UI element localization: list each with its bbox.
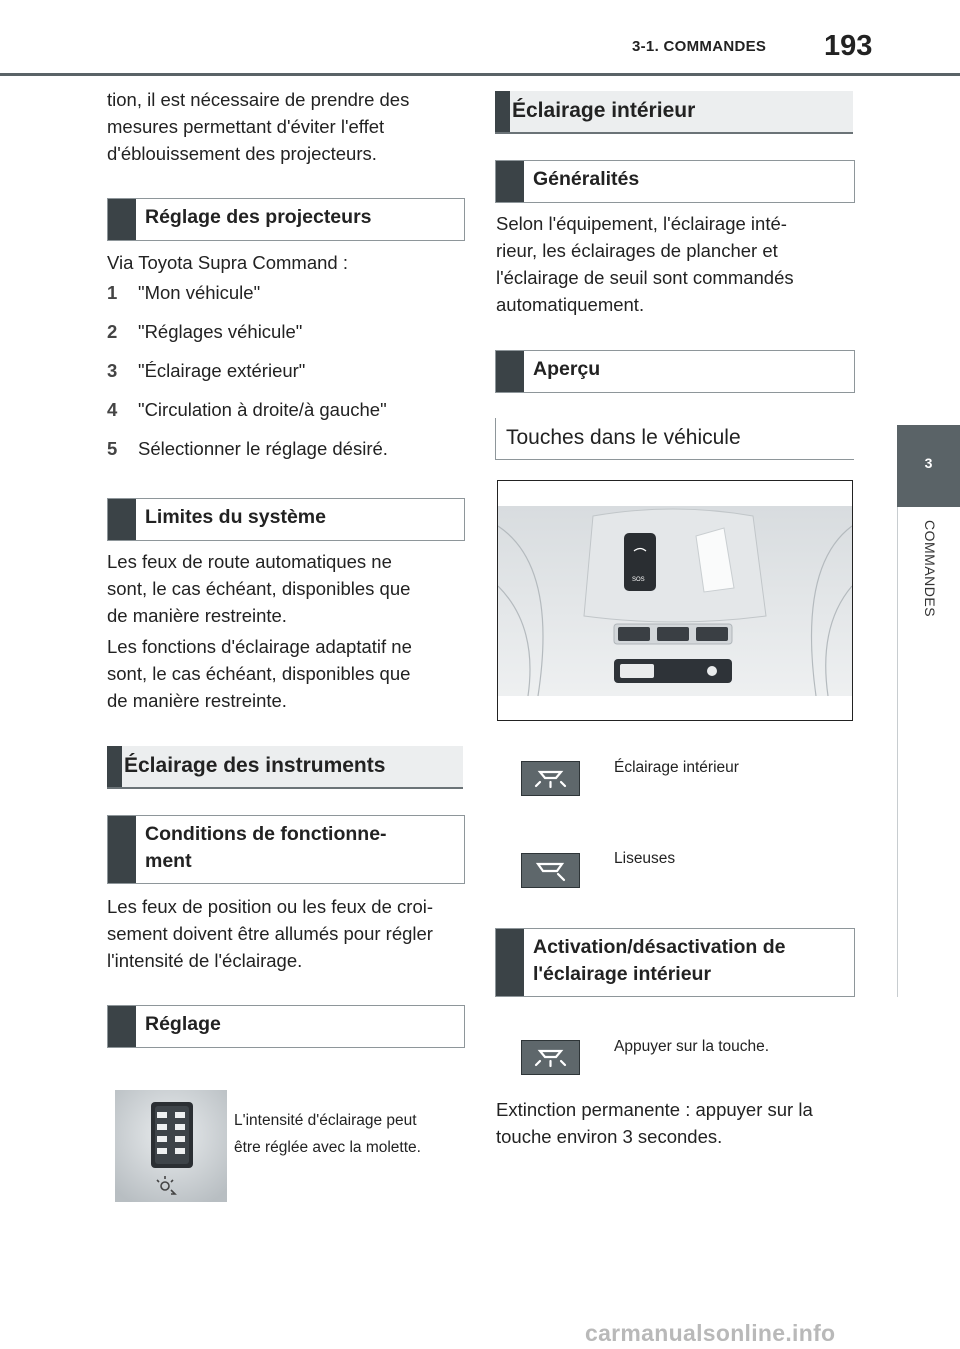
permanent-off-text — [496, 1096, 813, 1150]
heading-bar — [496, 929, 524, 996]
heading-vehicle-buttons — [495, 418, 854, 460]
heading-instrument-lighting — [107, 746, 463, 789]
heading-line: ment — [145, 850, 192, 872]
intro-text — [107, 86, 409, 167]
text-line: Les fonctions d'éclairage adaptatif ne — [107, 636, 412, 657]
text-line: Les feux de position ou les feux de croi- — [107, 896, 433, 917]
intro-line: d'éblouissement des projecteurs. — [107, 143, 377, 164]
heading-bar — [496, 161, 524, 202]
text-line: rieur, les éclairages de plancher et — [496, 240, 778, 261]
heading-bar — [108, 816, 136, 883]
heading-bar — [496, 351, 524, 392]
text-line: sont, le cas échéant, disponibles que — [107, 663, 411, 684]
section-title: 3-1. COMMANDES — [632, 38, 767, 55]
text-line: touche environ 3 secondes. — [496, 1126, 723, 1147]
step-number: 5 — [107, 438, 118, 459]
interior-light-icon — [521, 1040, 580, 1075]
step-text: "Mon véhicule" — [138, 282, 261, 303]
text-line: de manière restreinte. — [107, 690, 287, 711]
heading-overview — [495, 350, 855, 393]
adjust-caption — [234, 1107, 421, 1161]
step-text: Sélectionner le réglage désiré. — [138, 438, 388, 459]
text-line: l'éclairage de seuil sont commandés — [496, 267, 794, 288]
roof-console-image — [497, 480, 853, 721]
heading-text: Réglage — [145, 1013, 221, 1035]
heading-text: Aperçu — [533, 358, 601, 380]
page-number: 193 — [824, 30, 873, 62]
heading-adjustment — [107, 1005, 465, 1048]
heading-text: Limites du système — [145, 506, 326, 528]
intro-line: mesures permettant d'éviter l'effet — [107, 116, 385, 137]
heading-bar — [495, 91, 510, 132]
via-command-text: Via Toyota Supra Command : — [107, 252, 348, 273]
system-limits-para-1 — [107, 548, 410, 629]
interior-light-icon — [521, 761, 580, 796]
chapter-label: COMMANDES — [922, 520, 938, 618]
list-item — [107, 321, 302, 343]
conditions-text — [107, 893, 433, 974]
press-button-label: Appuyer sur la touche. — [614, 1038, 770, 1055]
heading-activation — [495, 928, 855, 997]
chapter-tab-line — [897, 507, 898, 997]
list-item — [107, 438, 388, 460]
text-line: automatiquement. — [496, 294, 645, 315]
reading-light-label: Liseuses — [614, 850, 676, 867]
caption-line: être réglée avec la molette. — [234, 1139, 421, 1156]
chapter-number: 3 — [924, 455, 933, 471]
caption-line: L'intensité d'éclairage peut — [234, 1112, 417, 1129]
text-line: Les feux de route automatiques ne — [107, 551, 392, 572]
svg-text:SOS: SOS — [632, 577, 645, 583]
heading-bar — [108, 499, 136, 540]
heading-text: Éclairage des instruments — [124, 754, 386, 777]
step-number: 4 — [107, 399, 118, 420]
step-text: "Réglages véhicule" — [138, 321, 303, 342]
heading-bar — [108, 199, 136, 240]
list-item — [107, 282, 260, 304]
heading-bar — [107, 746, 122, 787]
step-number: 2 — [107, 321, 118, 342]
heading-system-limits — [107, 498, 465, 541]
text-line: Selon l'équipement, l'éclairage inté- — [496, 213, 787, 234]
watermark: carmanualsonline.info — [585, 1320, 836, 1346]
heading-line: Conditions de fonctionne- — [145, 823, 387, 845]
heading-text — [533, 934, 846, 988]
text-line: sont, le cas échéant, disponibles que — [107, 578, 411, 599]
heading-operating-conditions — [107, 815, 465, 884]
heading-text: Réglage des projecteurs — [145, 206, 372, 228]
dimmer-wheel-image — [115, 1090, 227, 1202]
intro-line: tion, il est nécessaire de prendre des — [107, 89, 410, 110]
step-text: "Éclairage extérieur" — [138, 360, 306, 381]
heading-general — [495, 160, 855, 203]
interior-light-label: Éclairage intérieur — [614, 759, 739, 776]
text-line: Extinction permanente : appuyer sur la — [496, 1099, 813, 1120]
system-limits-para-2 — [107, 633, 412, 714]
heading-headlight-adjust — [107, 198, 465, 241]
heading-line: l'éclairage intérieur — [533, 963, 712, 985]
heading-interior-lighting — [495, 91, 853, 134]
heading-text: Éclairage intérieur — [512, 99, 696, 122]
heading-text — [145, 821, 456, 875]
text-line: l'intensité de l'éclairage. — [107, 950, 303, 971]
list-item — [107, 360, 305, 382]
general-text — [496, 210, 794, 318]
heading-line: Activation/désactivation de — [533, 936, 786, 958]
step-text: "Circulation à droite/à gauche" — [138, 399, 387, 420]
text-line: sement doivent être allumés pour régler — [107, 923, 433, 944]
step-number: 1 — [107, 282, 118, 303]
header-rule — [0, 73, 960, 76]
heading-bar — [108, 1006, 136, 1047]
heading-text: Touches dans le véhicule — [506, 426, 741, 449]
heading-text: Généralités — [533, 168, 640, 190]
list-item — [107, 399, 387, 421]
reading-light-icon — [521, 853, 580, 888]
text-line: de manière restreinte. — [107, 605, 287, 626]
step-number: 3 — [107, 360, 118, 381]
